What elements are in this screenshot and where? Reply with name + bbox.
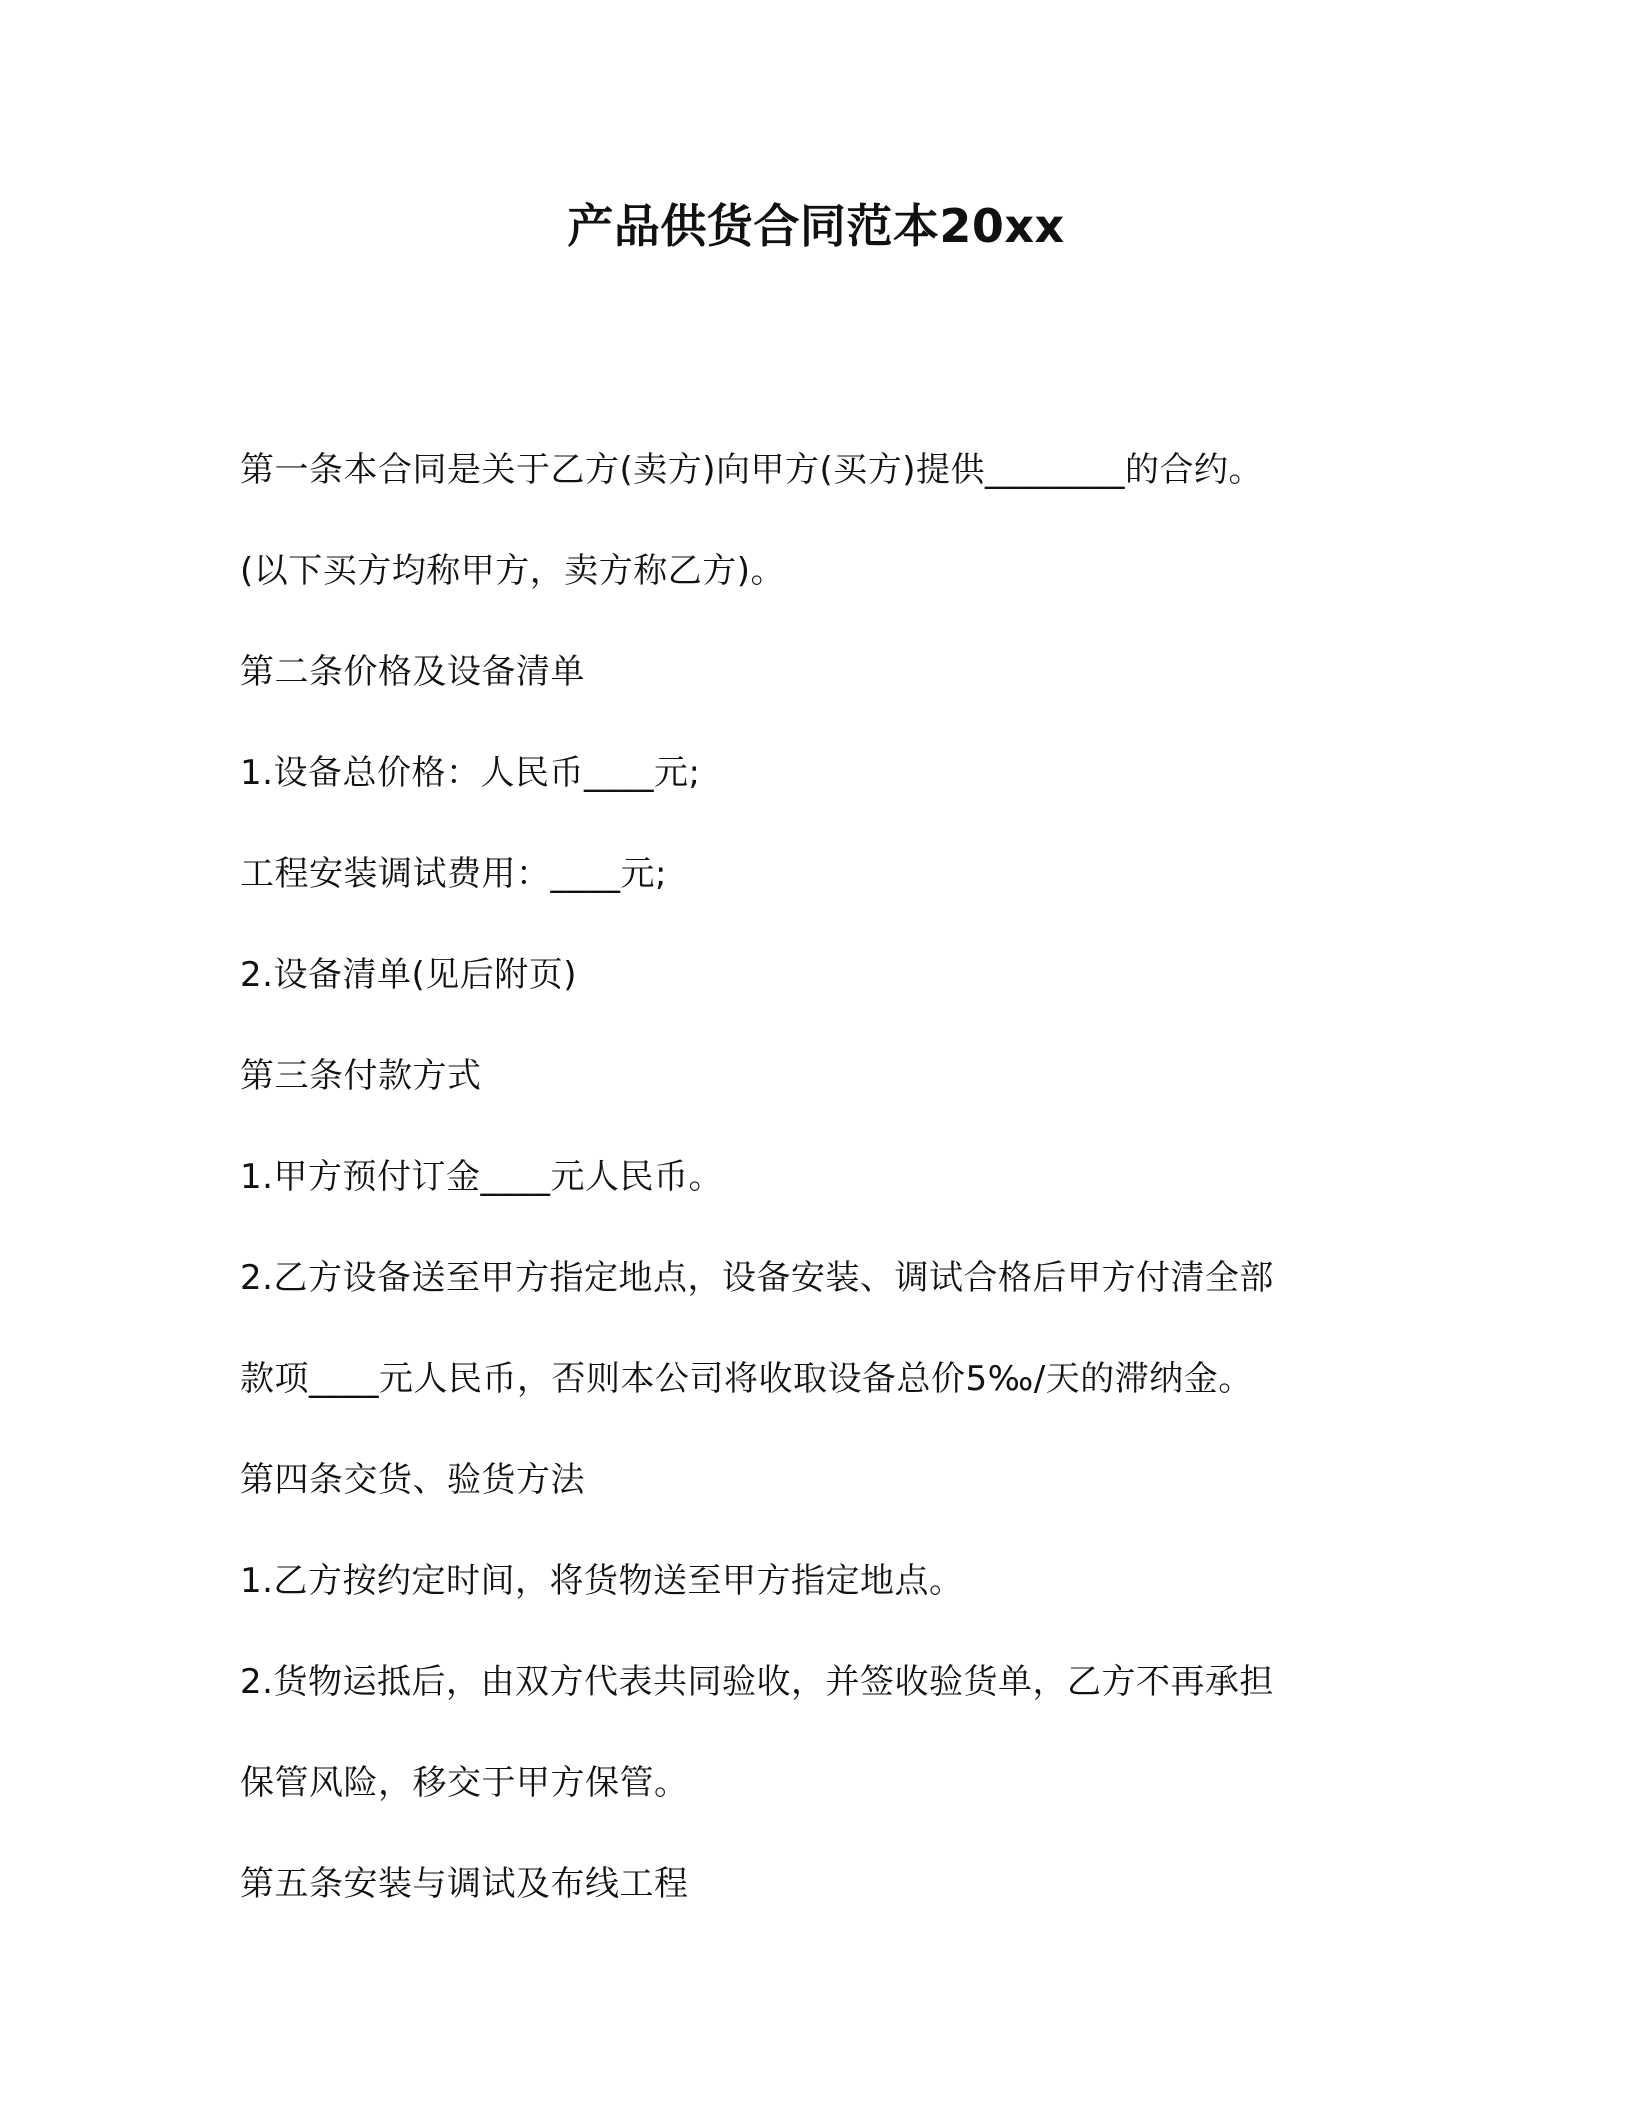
clause-4-heading: 第四条交货、验货方法 <box>240 1460 585 1500</box>
clause-4-item-1: 1.乙方按约定时间，将货物送至甲方指定地点。 <box>240 1561 964 1601</box>
clause-4-item-2-line-1: 2.货物运抵后，由双方代表共同验收，并签收验货单，乙方不再承担 <box>240 1662 1274 1702</box>
clause-2-install-fee: 工程安装调试费用：____元; <box>240 854 667 894</box>
clause-2-heading: 第二条价格及设备清单 <box>240 652 585 692</box>
clause-3-item-2-line-2: 款项____元人民币，否则本公司将收取设备总价5‰/天的滞纳金。 <box>240 1359 1253 1399</box>
clause-2-item-1: 1.设备总价格：人民币____元; <box>240 753 701 793</box>
clause-1-note: (以下买方均称甲方，卖方称乙方)。 <box>240 551 786 591</box>
clause-3-item-1: 1.甲方预付订金____元人民币。 <box>240 1157 723 1197</box>
clause-3-item-2-line-1: 2.乙方设备送至甲方指定地点，设备安装、调试合格后甲方付清全部 <box>240 1258 1274 1298</box>
document-body <box>240 420 1400 1935</box>
clause-2-item-2: 2.设备清单(见后附页) <box>240 955 577 995</box>
document-title: 产品供货合同范本20xx <box>567 199 1065 253</box>
clause-1-text: 第一条本合同是关于乙方(卖方)向甲方(买方)提供________的合约。 <box>240 450 1264 490</box>
clause-4-item-2-line-2: 保管风险，移交于甲方保管。 <box>240 1763 689 1803</box>
clause-5-heading: 第五条安装与调试及布线工程 <box>240 1864 689 1904</box>
clause-3-heading: 第三条付款方式 <box>240 1056 482 1096</box>
